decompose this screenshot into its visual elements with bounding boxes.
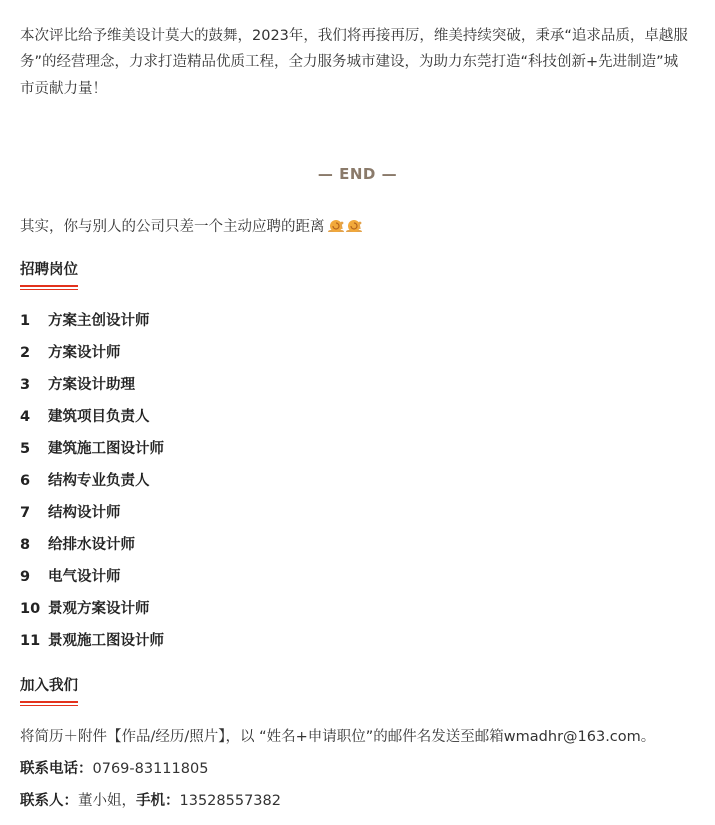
recruit-section-title: 招聘岗位 (20, 258, 78, 290)
intro-paragraph: 本次评比给予维美设计莫大的鼓舞，2023年，我们将再接再厉，维美持续突破，秉承“追求品质，卓越服务”的经营理念，力求打造精品优质工程，全力服务城市建设，为助力东莞打造“科技创新+先进制造”城市贡献力量！ (20, 27, 688, 97)
title-underline (20, 701, 78, 706)
application-instructions: 将简历＋附件【作品/经历/照片】，以 “姓名+申请职位”的邮件名发送至邮箱wmadhr@163.com。 (20, 729, 656, 745)
snail-icons (327, 218, 363, 242)
contact-person: 联系人：董小姐，手机：13528557382 (20, 793, 281, 809)
job-item: 9 电气设计师 (20, 569, 121, 585)
end-marker: — END — (317, 165, 398, 183)
job-item: 5 建筑施工图设计师 (20, 441, 164, 457)
tagline (20, 215, 363, 242)
job-list (20, 308, 164, 660)
snail-icon (327, 218, 345, 234)
job-item: 4 建筑项目负责人 (20, 409, 150, 425)
tagline-text: 其实，你与别人的公司只差一个主动应聘的距离 (20, 219, 325, 235)
job-item: 11 景观施工图设计师 (20, 633, 164, 649)
job-item: 8 给排水设计师 (20, 537, 135, 553)
job-item: 2 方案设计师 (20, 345, 121, 361)
job-item: 10 景观方案设计师 (20, 601, 150, 617)
contact-phone: 联系电话：0769-83111805 (20, 761, 209, 777)
job-item: 6 结构专业负责人 (20, 473, 150, 489)
snail-icon (345, 218, 363, 234)
join-section-title: 加入我们 (20, 674, 78, 706)
job-item: 1 方案主创设计师 (20, 313, 150, 329)
title-underline (20, 285, 78, 290)
job-item: 7 结构设计师 (20, 505, 121, 521)
job-item: 3 方案设计助理 (20, 377, 135, 393)
